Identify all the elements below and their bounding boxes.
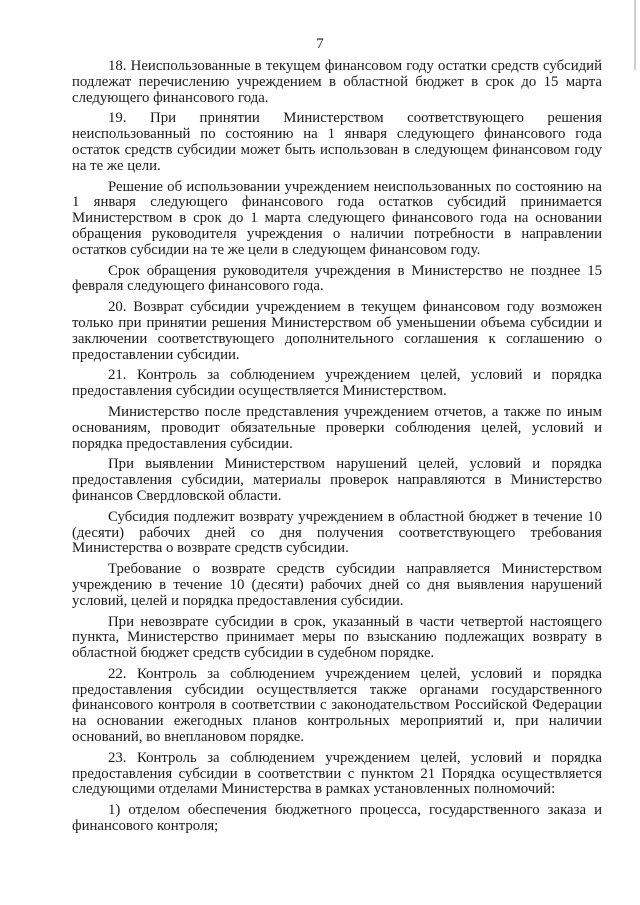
paragraph-21: 21. Контроль за соблюдением учреждением целей, условий и порядка предоставления субсидии осуществляется Министерством. [72,367,602,400]
paragraph-18: 18. Неиспользованные в текущем финансовом году остатки средств субсидий подлежат перечислению учреждением в областной бюджет в срок до 15 марта следующего финансового года. [72,58,602,106]
scan-edge-mark [634,0,636,70]
paragraph-19-deadline: Срок обращения руководителя учреждения в Министерство не позднее 15 февраля следующего финансового года. [72,262,602,295]
paragraph-21-recovery: При невозврате субсидии в срок, указанный в части четвертой настоящего пункта, Министерство принимает меры по взысканию подлежащих возврату в областной бюджет средств субсидии в судебном порядке. [72,613,602,662]
document-body [72,59,602,835]
paragraph-19-decision: Решение об использовании учреждением неиспользованных по состоянию на 1 января следующего финансового года остатков субсидий принимается Министерством в срок до 1 марта следующего финансового года на основании обращения руководителя учреждения о наличии потребности в направлении остатков субсидии на те же цели в следующем финансовом году. [72,178,602,258]
page-number: 7 [316,36,324,52]
paragraph-23-item-1: 1) отделом обеспечения бюджетного процесса, государственного заказа и финансового контроля; [72,802,602,835]
paragraph-21-refund-request: Требование о возврате средств субсидии направляется Министерством учреждению в течение 10 (десяти) рабочих дней со дня выявления нарушений условий, целей и порядка предоставления субсидии. [72,561,602,609]
paragraph-19: 19. При принятии Министерством соответствующего решения неиспользованный по состоянию на 1 января следующего финансового года остаток средств субсидии может быть использован в следующем финансовом году на те же цели. [72,110,602,174]
paragraph-21-refund: Субсидия подлежит возврату учреждением в областной бюджет в течение 10 (десяти) рабочих дней со дня получения соответствующего требования Министерства о возврате средств субсидии. [72,508,602,557]
paragraph-23: 23. Контроль за соблюдением учреждением целей, условий и порядка предоставления субсидии в соответствии с пунктом 21 Порядка осуществляется следующими отделами Министерства в рамках установленных полномочий: [72,749,602,798]
paragraph-21-violations: При выявлении Министерством нарушений целей, условий и порядка предоставления субсидии, материалы проверок направляются в Министерство финансов Свердловской области. [72,456,602,504]
paragraph-22: 22. Контроль за соблюдением учреждением целей, условий и порядка предоставления субсидии осуществляется также органами государственного финансового контроля в соответствии с законодательством Российской Федерации на основании ежегодных планов контрольных мероприятий и, при наличии оснований, во внеплановом порядке. [72,665,602,746]
paragraph-21-inspections: Министерство после представления учреждением отчетов, а также по иным основаниям, проводит обязательные проверки соблюдения целей, условий и порядка предоставления субсидии. [72,403,602,452]
paragraph-20: 20. Возврат субсидии учреждением в текущем финансовом году возможен только при принятии решения Министерством об уменьшении объема субсидии и заключении соответствующего дополнительного соглашения к соглашению о предоставлении субсидии. [72,299,602,363]
